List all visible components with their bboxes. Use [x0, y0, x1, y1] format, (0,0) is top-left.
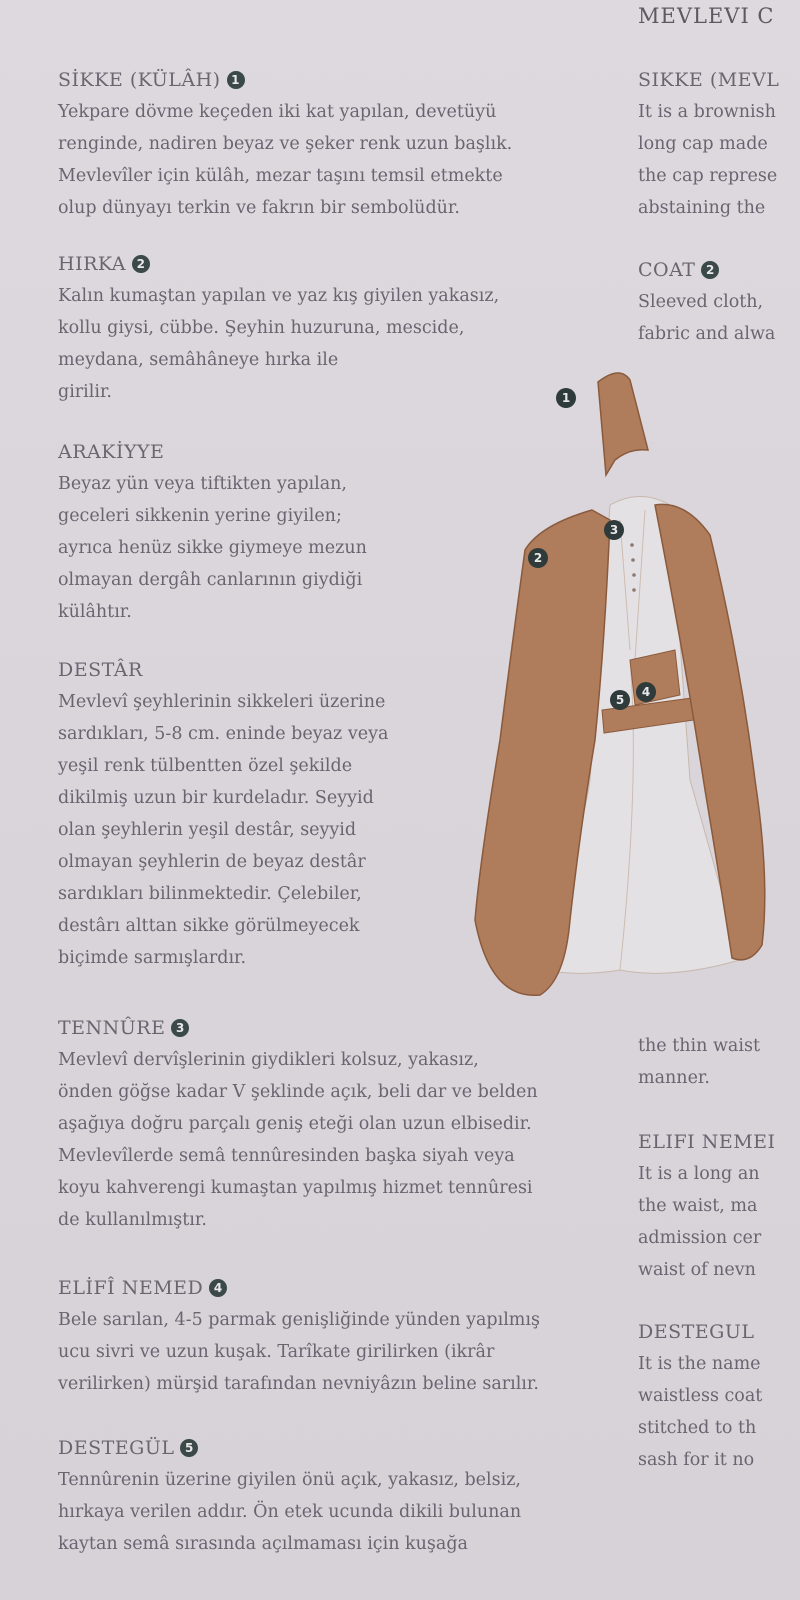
section-body [58, 468, 367, 628]
marker-5: 5 [610, 690, 630, 710]
text-line: önden göğse kadar V şeklinde açık, beli dar ve belden [58, 1082, 538, 1102]
section-body [638, 286, 775, 350]
text-line: Mevlevî dervîşlerinin giydikleri kolsuz, yakasız, [58, 1050, 479, 1070]
right-section [638, 68, 779, 224]
text-line: hırkaya verilen addır. Ön etek ucunda dikili bulunan [58, 1502, 522, 1522]
left-section [58, 658, 388, 974]
right-section [638, 258, 775, 350]
section-heading [58, 658, 388, 682]
left-section [58, 1016, 538, 1236]
section-heading [638, 1320, 762, 1344]
text-line: renginde, nadiren beyaz ve şeker renk uzun başlık. [58, 134, 513, 154]
section-body [58, 1464, 521, 1560]
text-line: Sleeved cloth, [638, 292, 764, 312]
section-heading [638, 1130, 776, 1154]
left-section [58, 1436, 521, 1560]
section-body [58, 1304, 540, 1400]
text-line: Tennûrenin üzerine giyilen önü açık, yakasız, belsiz, [58, 1470, 521, 1490]
section-heading-text: HIRKA [58, 253, 127, 275]
section-heading-text: COAT [638, 259, 696, 281]
text-line: Beyaz yün veya tiftikten yapılan, [58, 474, 347, 494]
text-line: It is a brownish [638, 102, 776, 122]
text-line: biçimde sarmışlardır. [58, 948, 247, 968]
text-line: verilirken) mürşid tarafından nevniyâzın beline sarılır. [58, 1374, 539, 1394]
section-heading-text: ELİFÎ NEMED [58, 1277, 204, 1299]
marker-2: 2 [528, 548, 548, 568]
text-line: de kullanılmıştır. [58, 1210, 207, 1230]
left-section [58, 252, 499, 408]
left-section [58, 1276, 540, 1400]
text-line: olup dünyayı terkin ve fakrın bir sembolüdür. [58, 198, 460, 218]
number-badge: 5 [180, 1439, 198, 1457]
number-badge: 4 [209, 1279, 227, 1297]
costume-drawing [470, 360, 800, 1010]
text-line: the cap represe [638, 166, 778, 186]
section-heading-text: DESTEGÜL [58, 1437, 175, 1459]
sikke-cap-shape [598, 373, 648, 475]
section-body [58, 1044, 538, 1236]
text-line: stitched to th [638, 1418, 757, 1438]
right-section [638, 1320, 762, 1476]
text-line: Mevlevî şeyhlerinin sikkeleri üzerine [58, 692, 386, 712]
section-heading-text: DESTÂR [58, 659, 143, 681]
text-line: manner. [638, 1068, 710, 1088]
text-line: olan şeyhlerin yeşil destâr, seyyid [58, 820, 357, 840]
section-heading [638, 258, 775, 282]
text-line: sardıkları bilinmektedir. Çelebiler, [58, 884, 362, 904]
text-line: abstaining the [638, 198, 766, 218]
section-heading [58, 440, 367, 464]
text-line: olmayan şeyhlerin de beyaz destâr [58, 852, 366, 872]
left-section [58, 440, 367, 628]
section-heading [638, 68, 779, 92]
section-heading-text: SIKKE (MEVL [638, 69, 780, 91]
text-line: Yekpare dövme keçeden iki kat yapılan, devetüyü [58, 102, 497, 122]
section-body [58, 686, 388, 974]
text-line: ucu sivri ve uzun kuşak. Tarîkate girilirken (ikrâr [58, 1342, 495, 1362]
number-badge: 2 [701, 261, 719, 279]
text-line: the thin waist [638, 1036, 760, 1056]
text-line: koyu kahverengi kumaştan yapılmış hizmet tennûresi [58, 1178, 533, 1198]
marker-1: 1 [556, 388, 576, 408]
right-section [638, 1030, 760, 1094]
text-line: destârı alttan sikke görülmeyecek [58, 916, 360, 936]
text-line: Bele sarılan, 4-5 parmak genişliğinde yünden yapılmış [58, 1310, 540, 1330]
text-line: dikilmiş uzun bir kurdeladır. Seyyid [58, 788, 374, 808]
section-heading [58, 252, 499, 276]
text-line: long cap made [638, 134, 768, 154]
section-body [58, 280, 499, 408]
right-title: MEVLEVI C [638, 4, 775, 28]
text-line: sardıkları, 5-8 cm. eninde beyaz veya [58, 724, 389, 744]
text-line: fabric and alwa [638, 324, 776, 344]
text-line: waistless coat [638, 1386, 763, 1406]
section-heading [58, 68, 512, 92]
section-heading [58, 1436, 521, 1460]
text-line: waist of nevn [638, 1260, 756, 1280]
section-body [638, 96, 779, 224]
text-line: It is a long an [638, 1164, 760, 1184]
text-line: Kalın kumaştan yapılan ve yaz kış giyilen yakasız, [58, 286, 500, 306]
text-line: ayrıca henüz sikke giymeye mezun [58, 538, 367, 558]
section-body [638, 1158, 776, 1286]
text-line: sash for it no [638, 1450, 755, 1470]
section-heading-text: TENNÛRE [58, 1017, 166, 1039]
text-line: It is the name [638, 1354, 761, 1374]
number-badge: 3 [171, 1019, 189, 1037]
section-heading-text: ELIFI NEMEI [638, 1131, 776, 1153]
text-line: Mevlevîler için külâh, mezar taşını temsil etmekte [58, 166, 503, 186]
section-heading [58, 1276, 540, 1300]
left-section [58, 68, 512, 224]
marker-4: 4 [636, 682, 656, 702]
text-line: Mevlevîlerde semâ tennûresinden başka siyah veya [58, 1146, 515, 1166]
text-line: girilir. [58, 382, 112, 402]
text-line: admission cer [638, 1228, 762, 1248]
text-line: olmayan dergâh canlarının giydiği [58, 570, 363, 590]
text-line: kollu giysi, cübbe. Şeyhin huzuruna, mescide, [58, 318, 465, 338]
text-line: aşağıya doğru parçalı geniş eteği olan uzun elbisedir. [58, 1114, 532, 1134]
text-line: kaytan semâ sırasında açılmaması için kuşağa [58, 1534, 468, 1554]
text-line: meydana, semâhâneye hırka ile [58, 350, 339, 370]
text-line: the waist, ma [638, 1196, 758, 1216]
section-heading-text: DESTEGUL [638, 1321, 755, 1343]
section-heading [58, 1016, 538, 1040]
section-heading-text: SİKKE (KÜLÂH) [58, 69, 221, 91]
text-line: yeşil renk tülbentten özel şekilde [58, 756, 353, 776]
section-heading-text: ARAKİYYE [58, 441, 165, 463]
section-body [638, 1030, 760, 1094]
text-line: külâhtır. [58, 602, 132, 622]
number-badge: 1 [227, 71, 245, 89]
number-badge: 2 [132, 255, 150, 273]
right-section [638, 1130, 776, 1286]
marker-3: 3 [604, 520, 624, 540]
text-line: geceleri sikkenin yerine giyilen; [58, 506, 342, 526]
section-body [638, 1348, 762, 1476]
section-body [58, 96, 512, 224]
costume-illustration [470, 360, 800, 1010]
